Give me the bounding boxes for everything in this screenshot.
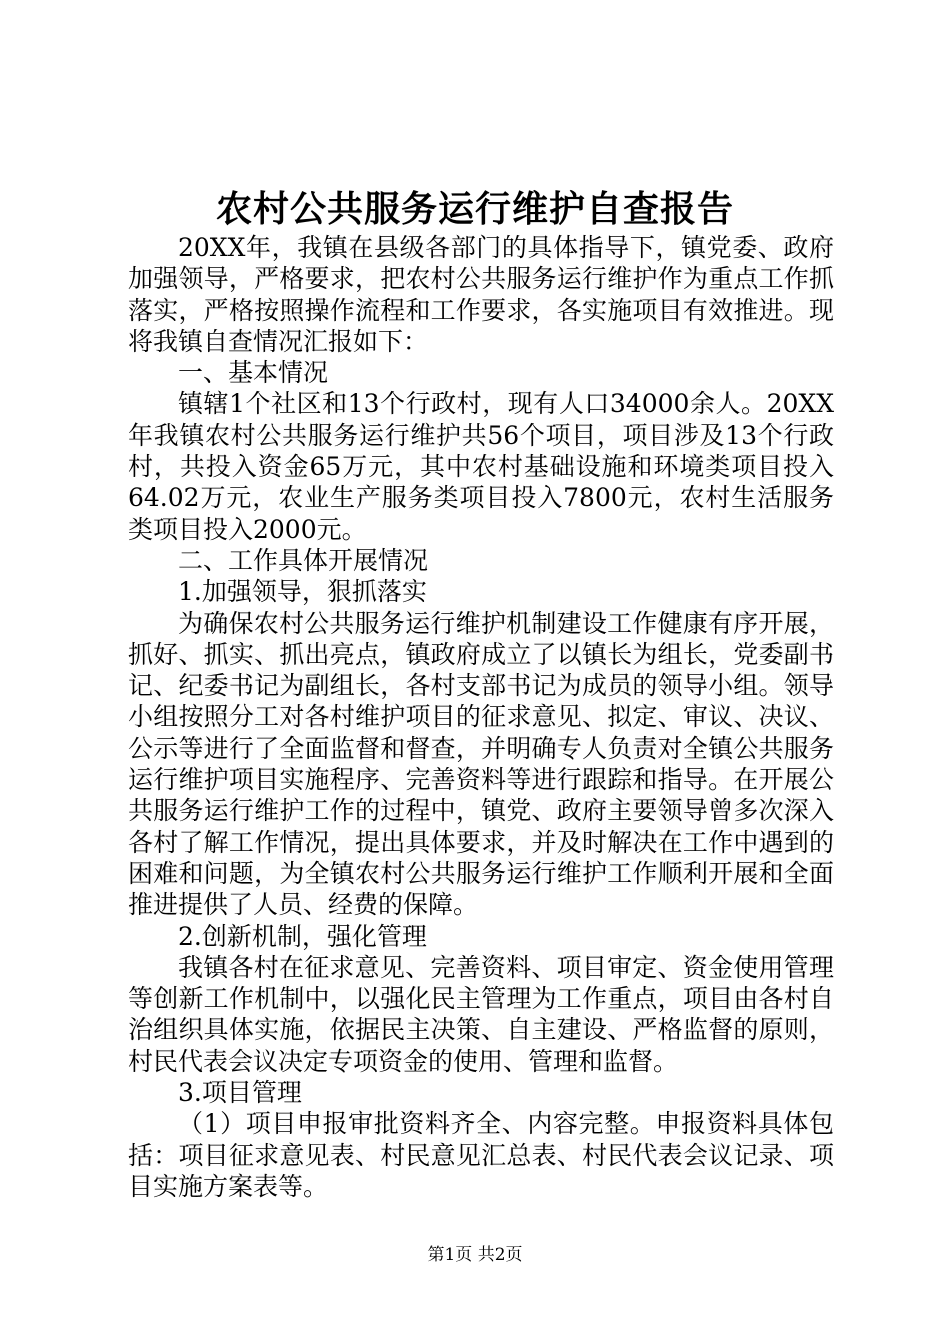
project-management-paragraph: （1）项目申报审批资料齐全、内容完整。申报资料具体包括：项目征求意见表、村民意见汇总表、村民代表会议记录、项目实施方案表等。 xyxy=(128,1109,834,1201)
subheading-mechanism: 2.创新机制，强化管理 xyxy=(178,921,427,951)
subheading-leadership: 1.加强领导，狠抓落实 xyxy=(178,577,427,607)
page-footer: 第1页 共2页 xyxy=(427,1245,523,1265)
intro-paragraph: 20XX年，我镇在县级各部门的具体指导下，镇党委、政府加强领导，严格要求，把农村公共服务运行维护作为重点工作抓落实，严格按照操作流程和工作要求，各实施项目有效推进。现将我镇自查情况汇报如下： xyxy=(128,233,834,356)
basic-info-paragraph: 镇辖1个社区和13个行政村，现有人口34000余人。20XX年我镇农村公共服务运行维护共56个项目，项目涉及13个行政村，共投入资金65万元，其中农村基础设施和环境类项目投入64.02万元，农业生产服务类项目投入7800元，农村生活服务类项目投入2000元。 xyxy=(128,389,834,544)
section-heading-basic-info: 一、基本情况 xyxy=(178,358,329,388)
leadership-paragraph: 为确保农村公共服务运行维护机制建设工作健康有序开展，抓好、抓实、抓出亮点，镇政府成立了以镇长为组长，党委副书记、纪委书记为副组长，各村支部书记为成员的领导小组。领导小组按照分工对各村维护项目的征求意见、拟定、审议、决议、公示等进行了全面监督和督查，并明确专人负责对全镇公共服务运行维护项目实施程序、完善资料等进行跟踪和指导。在开展公共服务运行维护工作的过程中，镇党、政府主要领导曾多次深入各村了解工作情况，提出具体要求，并及时解决在工作中遇到的困难和问题，为全镇农村公共服务运行维护工作顺利开展和全面推进提供了人员、经费的保障。 xyxy=(128,608,834,920)
mechanism-paragraph: 我镇各村在征求意见、完善资料、项目审定、资金使用管理等创新工作机制中，以强化民主管理为工作重点，项目由各村自治组织具体实施，依据民主决策、自主建设、严格监督的原则，村民代表会议决定专项资金的使用、管理和监督。 xyxy=(128,952,834,1076)
subheading-project-management: 3.项目管理 xyxy=(178,1078,302,1108)
section-heading-work-progress: 二、工作具体开展情况 xyxy=(178,545,429,575)
document-title: 农村公共服务运行维护自查报告 xyxy=(215,188,734,230)
document-body xyxy=(128,232,834,1202)
